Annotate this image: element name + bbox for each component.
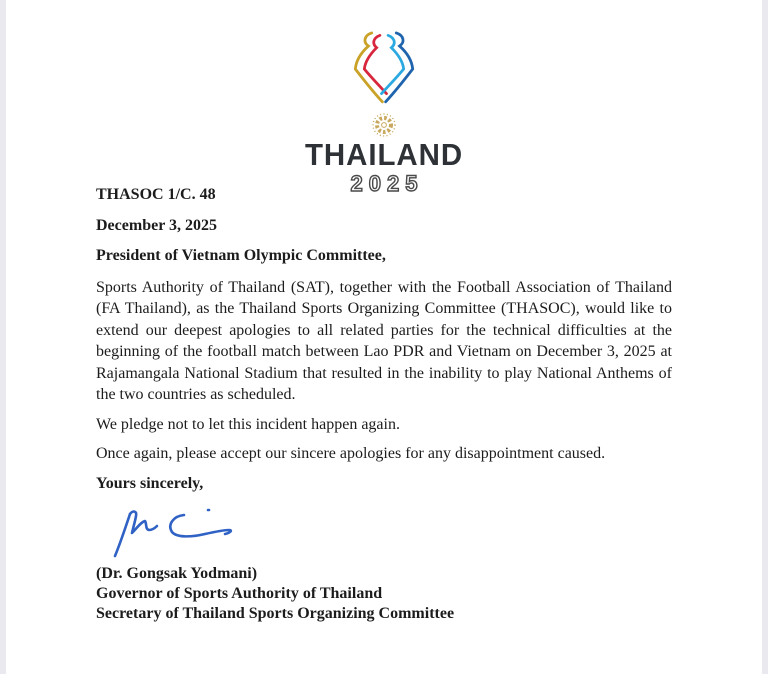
medallion-center: [382, 123, 387, 128]
signatory-block: [96, 564, 672, 624]
signature-stroke-2: [130, 512, 157, 533]
paragraph-once-again: Once again, please accept our sincere apologies for any disappointment caused.: [96, 445, 606, 462]
signature: [104, 500, 672, 560]
signature-ink-icon: [104, 500, 254, 560]
ribbon-blue: [386, 33, 413, 102]
recipient-line: President of Vietnam Olympic Committee,: [96, 247, 386, 264]
thailand-2025-logo: [0, 28, 768, 195]
sea-games-ribbon-icon: [334, 28, 434, 110]
signature-stroke-3: [170, 515, 231, 536]
ribbon-gold: [355, 33, 382, 102]
letter-date: December 3, 2025: [96, 216, 217, 234]
signatory-title-secretary: Secretary of Thailand Sports Organizing Committee: [96, 605, 455, 622]
reference-number: THASOC 1/C. 48: [96, 186, 216, 203]
lotus-medallion-icon: [371, 112, 397, 138]
paragraph-pledge: We pledge not to let this incident happen again.: [96, 415, 400, 433]
letter-body: [96, 184, 672, 624]
signature-stroke-1: [115, 514, 130, 556]
logo-wordmark: THAILAND: [304, 137, 464, 172]
closing-line: Yours sincerely,: [96, 474, 204, 492]
paragraph-apology: Sports Authority of Thailand (SAT), together with the Football Association of Thailand (FA Thailand), as the Thailand Sports Organizing Committee (THASOC), would like to extend our deepest apologies to all related parties for the technical difficulties at the beginning of the football match between Lao PDR and Vietnam on December 3, 2025 at Rajamangala National Stadium that resulted in the inability to play National Anthems of the two countries as scheduled.: [96, 278, 672, 403]
signatory-title-governor: Governor of Sports Authority of Thailand: [96, 585, 383, 602]
logo-year: 2025: [350, 171, 424, 196]
medallion-petals: [377, 118, 391, 132]
signatory-name: (Dr. Gongsak Yodmani): [96, 565, 258, 582]
